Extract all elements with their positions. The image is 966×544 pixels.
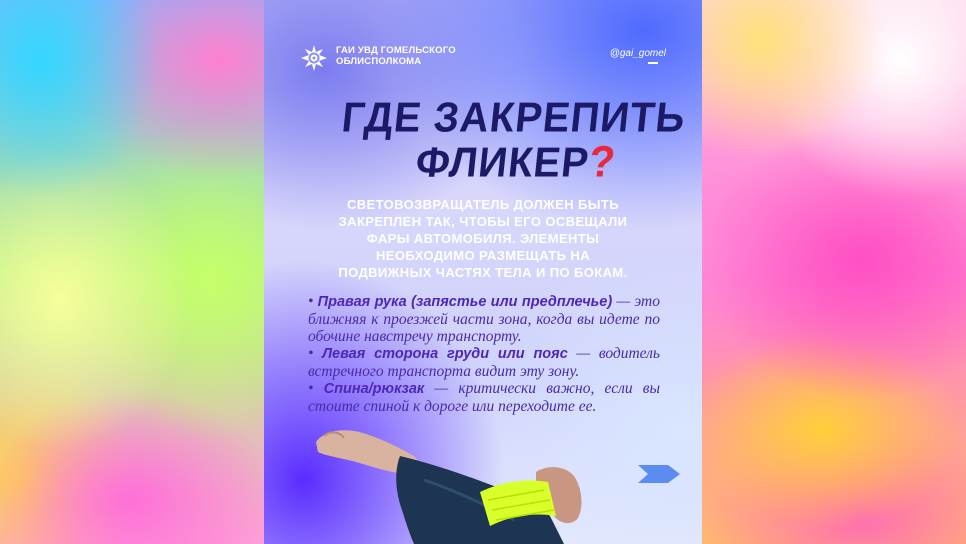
poster <box>264 0 702 544</box>
lead-line: ЗАКРЕПЛЕН ТАК, ЧТОБЫ ЕГО ОСВЕЩАЛИ <box>338 214 628 229</box>
handle-underline <box>648 62 658 64</box>
bullet-text: — критически важно, если вы стоите спиной к дороге или переходите ее. <box>308 380 661 415</box>
organization-name-line1: ГАИ УВД ГОМЕЛЬСКОГО <box>336 45 456 56</box>
title-line1: ГДЕ ЗАКРЕПИТЬ <box>339 94 688 142</box>
bullet-text: — это ближняя к проезжей части зона, когда вы идете по обочине навстречу транспорту. <box>308 293 661 345</box>
lead-paragraph <box>306 196 660 281</box>
lead-line: ПОДВИЖНЫХ ЧАСТЯХ ТЕЛА И ПО БОКАМ. <box>338 265 628 280</box>
bullet-list <box>308 293 660 415</box>
bullet-highlight: Левая сторона груди или пояс <box>322 346 568 362</box>
blurred-background-right <box>702 0 966 544</box>
lead-line: СВЕТОВОЗВРАЩАТЕЛЬ ДОЛЖЕН БЫТЬ <box>346 197 620 212</box>
organization-name-line2: ОБЛИСПОЛКОМА <box>336 55 422 67</box>
police-emblem-icon <box>300 44 328 72</box>
bullet-highlight: Спина/рюкзак <box>323 381 425 397</box>
next-arrow-icon[interactable] <box>638 463 682 485</box>
lead-line: ФАРЫ АВТОМОБИЛЯ. ЭЛЕМЕНТЫ <box>366 231 600 246</box>
bullet-item <box>308 380 660 415</box>
bullet-item <box>308 293 660 345</box>
bullet-text: — водитель встречного транспорта видит эту зону. <box>308 345 660 380</box>
social-handle: @gai_gomel <box>609 48 666 59</box>
bullet-marker: • <box>308 380 314 397</box>
blurred-background-left <box>0 0 264 544</box>
question-mark: ? <box>586 136 619 187</box>
bullet-item <box>308 345 660 380</box>
title-word: ФЛИКЕР <box>413 139 592 187</box>
title-line2 <box>413 137 618 187</box>
organization-name <box>336 46 496 67</box>
bullet-highlight: Правая рука (запястье или предплечье) <box>317 294 613 310</box>
bullet-marker: • <box>308 293 314 310</box>
arm-with-flicker-photo <box>304 420 604 544</box>
lead-line: НЕОБХОДИМО РАЗМЕЩАТЬ НА <box>375 248 591 263</box>
bullet-marker: • <box>308 345 314 362</box>
